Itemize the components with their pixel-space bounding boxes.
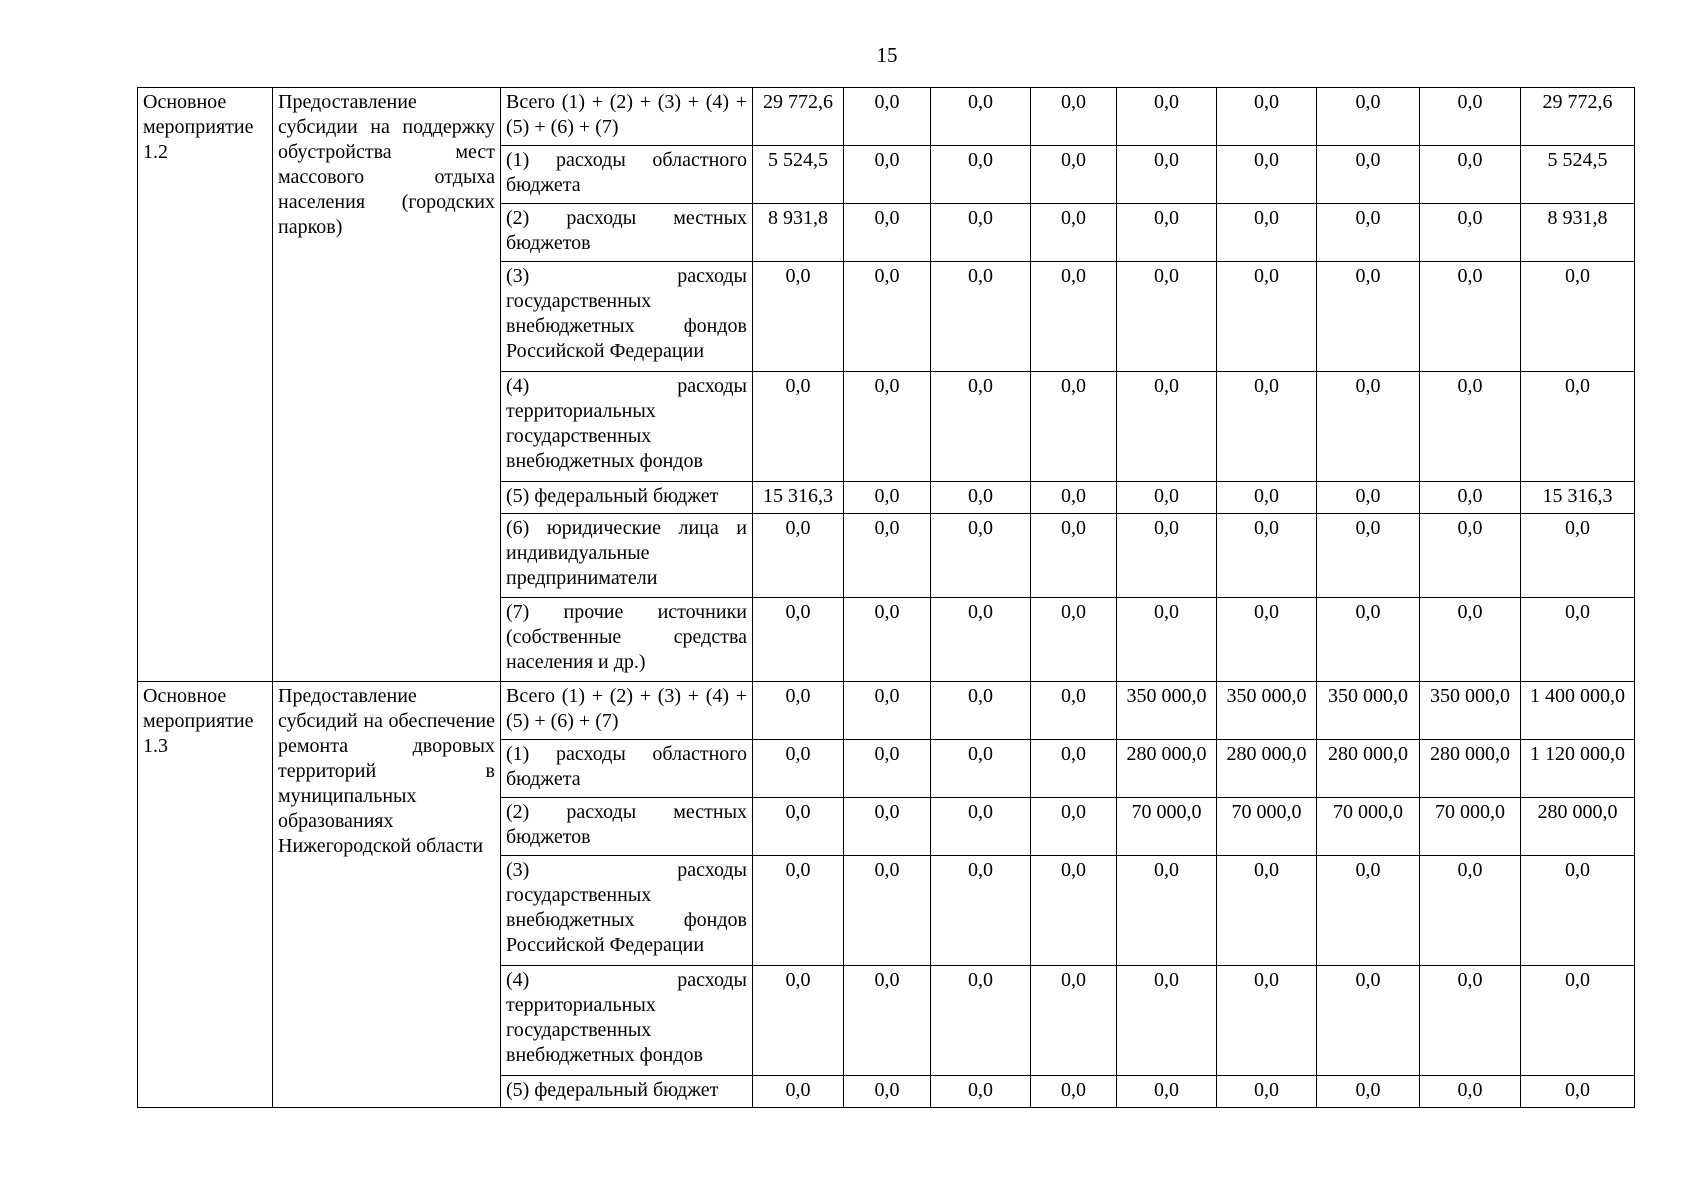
value-cell: 0,0 bbox=[1031, 146, 1117, 204]
total-value-cell: 1 120 000,0 bbox=[1521, 740, 1635, 798]
value-cell: 70 000,0 bbox=[1117, 798, 1217, 856]
value-cell: 0,0 bbox=[1317, 482, 1420, 514]
value-cell: 0,0 bbox=[1031, 598, 1117, 682]
value-cell: 0,0 bbox=[844, 682, 931, 740]
value-cell: 0,0 bbox=[1420, 204, 1521, 262]
funding-source: (3) расходы государственных внебюджетных фондов Российской Федерации bbox=[501, 262, 753, 372]
value-cell: 350 000,0 bbox=[1317, 682, 1420, 740]
total-value-cell: 1 400 000,0 bbox=[1521, 682, 1635, 740]
value-cell: 0,0 bbox=[931, 146, 1031, 204]
value-cell: 0,0 bbox=[931, 966, 1031, 1076]
value-cell: 0,0 bbox=[1031, 514, 1117, 598]
total-value-cell: 0,0 bbox=[1521, 514, 1635, 598]
funding-source: (1) расходы областного бюджета bbox=[501, 740, 753, 798]
total-value-cell: 0,0 bbox=[1521, 856, 1635, 966]
value-cell: 0,0 bbox=[1420, 372, 1521, 482]
value-cell: 0,0 bbox=[753, 598, 844, 682]
total-value-cell: 29 772,6 bbox=[1521, 88, 1635, 146]
value-cell: 0,0 bbox=[1117, 856, 1217, 966]
value-cell: 280 000,0 bbox=[1420, 740, 1521, 798]
value-cell: 0,0 bbox=[931, 262, 1031, 372]
value-cell: 0,0 bbox=[1420, 88, 1521, 146]
value-cell: 0,0 bbox=[931, 482, 1031, 514]
activity-description: Предоставление субсидий на обеспечение ремонта дворовых территорий в муниципальных образованиях Нижегородской области bbox=[273, 682, 501, 1108]
value-cell: 0,0 bbox=[1420, 262, 1521, 372]
value-cell: 0,0 bbox=[1031, 798, 1117, 856]
funding-source: (6) юридические лица и индивидуальные предприниматели bbox=[501, 514, 753, 598]
value-cell: 70 000,0 bbox=[1217, 798, 1317, 856]
value-cell: 0,0 bbox=[844, 598, 931, 682]
value-cell: 0,0 bbox=[1317, 146, 1420, 204]
value-cell: 0,0 bbox=[931, 740, 1031, 798]
value-cell: 0,0 bbox=[931, 204, 1031, 262]
value-cell: 0,0 bbox=[1420, 514, 1521, 598]
value-cell: 0,0 bbox=[1031, 966, 1117, 1076]
value-cell: 8 931,8 bbox=[753, 204, 844, 262]
value-cell: 0,0 bbox=[1217, 966, 1317, 1076]
value-cell: 0,0 bbox=[931, 514, 1031, 598]
funding-source: Всего (1) + (2) + (3) + (4) + (5) + (6) + (7) bbox=[501, 88, 753, 146]
value-cell: 0,0 bbox=[844, 262, 931, 372]
value-cell: 0,0 bbox=[753, 262, 844, 372]
value-cell: 280 000,0 bbox=[1317, 740, 1420, 798]
value-cell: 0,0 bbox=[753, 682, 844, 740]
value-cell: 0,0 bbox=[1217, 856, 1317, 966]
value-cell: 280 000,0 bbox=[1117, 740, 1217, 798]
value-cell: 0,0 bbox=[1317, 856, 1420, 966]
table-body bbox=[138, 88, 1635, 1108]
value-cell: 0,0 bbox=[1217, 482, 1317, 514]
total-value-cell: 0,0 bbox=[1521, 1076, 1635, 1108]
value-cell: 0,0 bbox=[931, 682, 1031, 740]
value-cell: 0,0 bbox=[1217, 146, 1317, 204]
value-cell: 0,0 bbox=[1317, 514, 1420, 598]
funding-source: (4) расходы территориальных государственных внебюджетных фондов bbox=[501, 966, 753, 1076]
value-cell: 0,0 bbox=[844, 204, 931, 262]
value-cell: 0,0 bbox=[1117, 204, 1217, 262]
funding-source: (2) расходы местных бюджетов bbox=[501, 204, 753, 262]
funding-source: Всего (1) + (2) + (3) + (4) + (5) + (6) + (7) bbox=[501, 682, 753, 740]
value-cell: 0,0 bbox=[1420, 482, 1521, 514]
funding-table bbox=[137, 87, 1635, 1108]
activity-label: Основное мероприятие 1.2 bbox=[138, 88, 273, 682]
value-cell: 350 000,0 bbox=[1217, 682, 1317, 740]
funding-source: (1) расходы областного бюджета bbox=[501, 146, 753, 204]
value-cell: 0,0 bbox=[1117, 262, 1217, 372]
value-cell: 0,0 bbox=[844, 482, 931, 514]
funding-source: (7) прочие источники (собственные средства населения и др.) bbox=[501, 598, 753, 682]
funding-source: (3) расходы государственных внебюджетных фондов Российской Федерации bbox=[501, 856, 753, 966]
value-cell: 0,0 bbox=[844, 966, 931, 1076]
value-cell: 0,0 bbox=[844, 1076, 931, 1108]
value-cell: 0,0 bbox=[1317, 372, 1420, 482]
value-cell: 0,0 bbox=[1117, 372, 1217, 482]
value-cell: 0,0 bbox=[1031, 262, 1117, 372]
value-cell: 0,0 bbox=[753, 856, 844, 966]
value-cell: 0,0 bbox=[844, 88, 931, 146]
value-cell: 0,0 bbox=[753, 798, 844, 856]
table-row bbox=[138, 88, 1635, 146]
value-cell: 0,0 bbox=[1031, 88, 1117, 146]
value-cell: 0,0 bbox=[1031, 740, 1117, 798]
activity-description: Предоставление субсидии на поддержку обустройства мест массового отдыха населения (городских парков) bbox=[273, 88, 501, 682]
value-cell: 0,0 bbox=[1031, 856, 1117, 966]
value-cell: 0,0 bbox=[1217, 204, 1317, 262]
value-cell: 0,0 bbox=[1117, 598, 1217, 682]
value-cell: 0,0 bbox=[931, 372, 1031, 482]
value-cell: 70 000,0 bbox=[1317, 798, 1420, 856]
value-cell: 0,0 bbox=[1031, 682, 1117, 740]
total-value-cell: 0,0 bbox=[1521, 966, 1635, 1076]
funding-source: (4) расходы территориальных государственных внебюджетных фондов bbox=[501, 372, 753, 482]
value-cell: 0,0 bbox=[1031, 1076, 1117, 1108]
value-cell: 0,0 bbox=[1117, 482, 1217, 514]
value-cell: 0,0 bbox=[931, 798, 1031, 856]
value-cell: 0,0 bbox=[931, 88, 1031, 146]
value-cell: 0,0 bbox=[1317, 598, 1420, 682]
value-cell: 0,0 bbox=[1420, 146, 1521, 204]
total-value-cell: 0,0 bbox=[1521, 372, 1635, 482]
value-cell: 0,0 bbox=[844, 146, 931, 204]
value-cell: 0,0 bbox=[844, 856, 931, 966]
total-value-cell: 8 931,8 bbox=[1521, 204, 1635, 262]
page-number: 15 bbox=[876, 43, 898, 67]
value-cell: 0,0 bbox=[753, 372, 844, 482]
value-cell: 350 000,0 bbox=[1117, 682, 1217, 740]
total-value-cell: 15 316,3 bbox=[1521, 482, 1635, 514]
value-cell: 0,0 bbox=[753, 740, 844, 798]
value-cell: 0,0 bbox=[1117, 966, 1217, 1076]
value-cell: 0,0 bbox=[1217, 1076, 1317, 1108]
value-cell: 0,0 bbox=[844, 372, 931, 482]
value-cell: 350 000,0 bbox=[1420, 682, 1521, 740]
value-cell: 0,0 bbox=[1031, 482, 1117, 514]
value-cell: 0,0 bbox=[1117, 514, 1217, 598]
value-cell: 0,0 bbox=[844, 798, 931, 856]
funding-source: (2) расходы местных бюджетов bbox=[501, 798, 753, 856]
value-cell: 0,0 bbox=[1117, 146, 1217, 204]
value-cell: 0,0 bbox=[1117, 88, 1217, 146]
total-value-cell: 5 524,5 bbox=[1521, 146, 1635, 204]
activity-label: Основное мероприятие 1.3 bbox=[138, 682, 273, 1108]
value-cell: 0,0 bbox=[931, 1076, 1031, 1108]
value-cell: 0,0 bbox=[1317, 204, 1420, 262]
value-cell: 0,0 bbox=[844, 514, 931, 598]
value-cell: 15 316,3 bbox=[753, 482, 844, 514]
value-cell: 0,0 bbox=[1031, 204, 1117, 262]
value-cell: 70 000,0 bbox=[1420, 798, 1521, 856]
value-cell: 280 000,0 bbox=[1217, 740, 1317, 798]
value-cell: 0,0 bbox=[1217, 88, 1317, 146]
value-cell: 0,0 bbox=[1317, 966, 1420, 1076]
funding-source: (5) федеральный бюджет bbox=[501, 1076, 753, 1108]
funding-source: (5) федеральный бюджет bbox=[501, 482, 753, 514]
value-cell: 0,0 bbox=[1317, 262, 1420, 372]
value-cell: 0,0 bbox=[1031, 372, 1117, 482]
value-cell: 0,0 bbox=[844, 740, 931, 798]
value-cell: 0,0 bbox=[1117, 1076, 1217, 1108]
value-cell: 0,0 bbox=[1217, 514, 1317, 598]
total-value-cell: 280 000,0 bbox=[1521, 798, 1635, 856]
value-cell: 0,0 bbox=[1217, 262, 1317, 372]
value-cell: 0,0 bbox=[753, 1076, 844, 1108]
table-row bbox=[138, 682, 1635, 740]
value-cell: 0,0 bbox=[1217, 372, 1317, 482]
value-cell: 0,0 bbox=[1317, 88, 1420, 146]
value-cell: 0,0 bbox=[1420, 856, 1521, 966]
value-cell: 0,0 bbox=[1217, 598, 1317, 682]
value-cell: 0,0 bbox=[753, 514, 844, 598]
value-cell: 0,0 bbox=[1420, 598, 1521, 682]
total-value-cell: 0,0 bbox=[1521, 262, 1635, 372]
value-cell: 0,0 bbox=[931, 856, 1031, 966]
value-cell: 29 772,6 bbox=[753, 88, 844, 146]
total-value-cell: 0,0 bbox=[1521, 598, 1635, 682]
value-cell: 0,0 bbox=[1420, 1076, 1521, 1108]
value-cell: 5 524,5 bbox=[753, 146, 844, 204]
value-cell: 0,0 bbox=[1420, 966, 1521, 1076]
value-cell: 0,0 bbox=[1317, 1076, 1420, 1108]
value-cell: 0,0 bbox=[753, 966, 844, 1076]
value-cell: 0,0 bbox=[931, 598, 1031, 682]
